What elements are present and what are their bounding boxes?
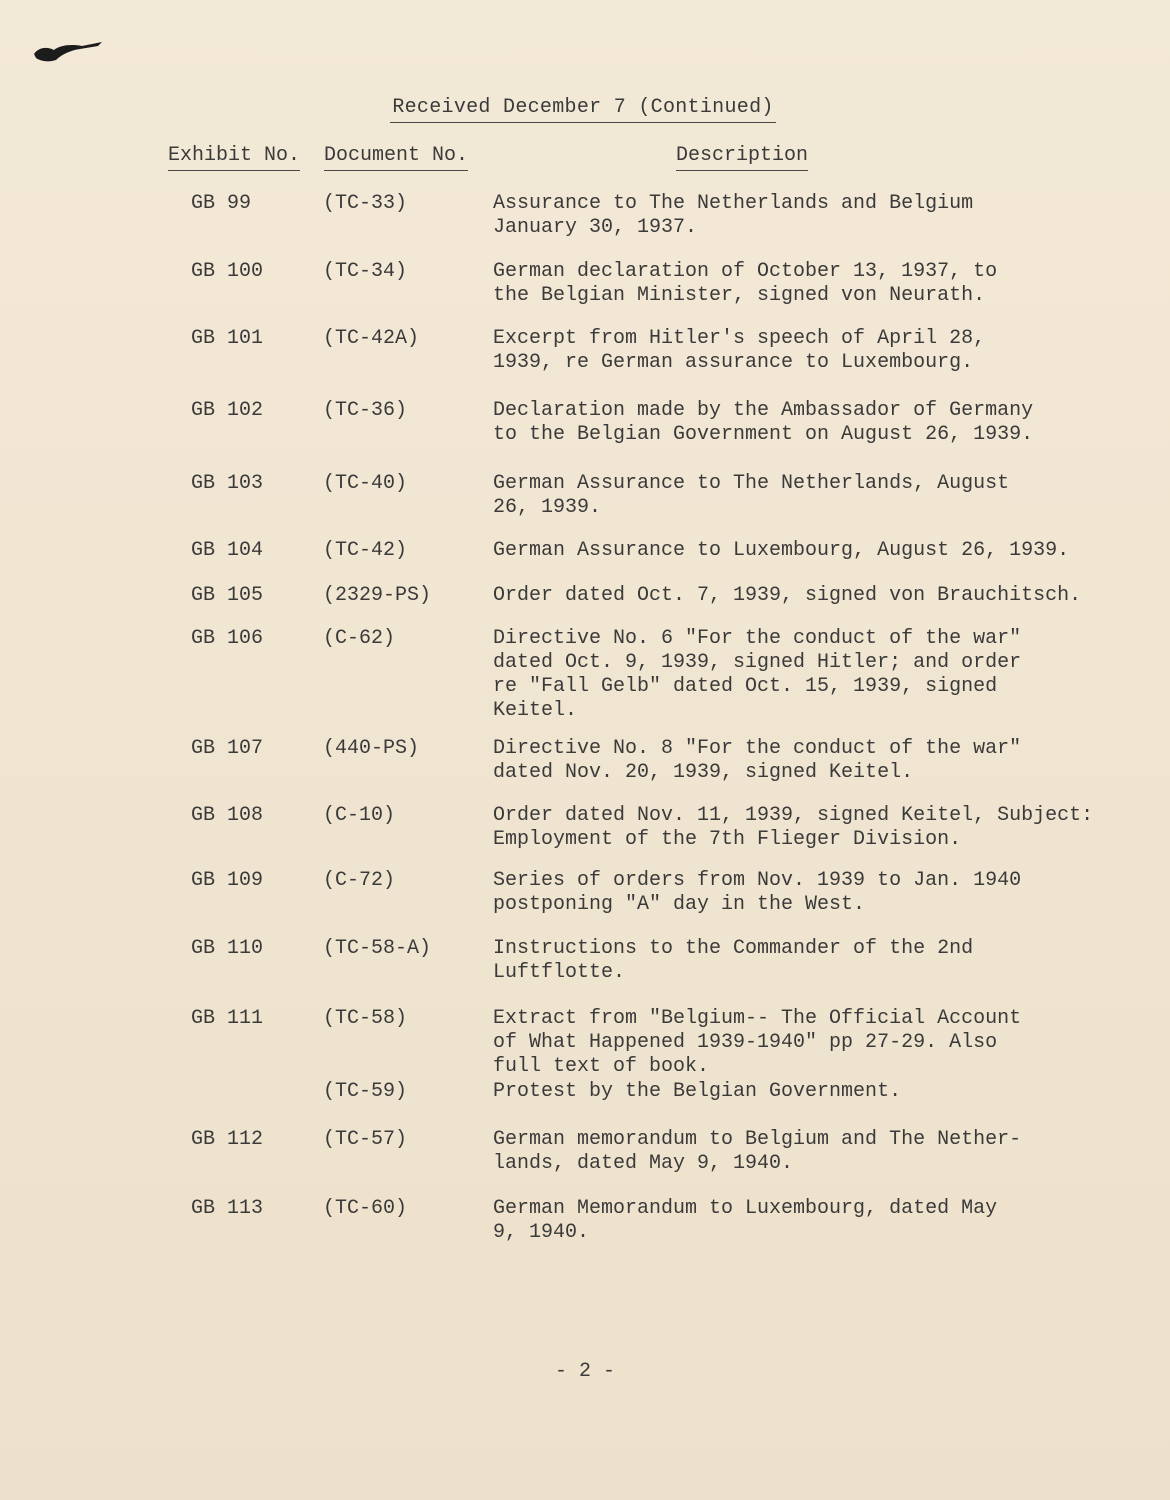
document-number: (TC-42) — [323, 539, 408, 562]
document-number: (TC-34) — [323, 260, 408, 283]
description-text: Excerpt from Hitler's speech of April 28, 1939, re German assurance to Luxembourg. — [493, 327, 986, 374]
document-number: (C-10) — [323, 804, 396, 827]
description-text: Instructions to the Commander of the 2nd Luftflotte. — [493, 937, 974, 984]
column-header-description: Description — [676, 144, 808, 171]
document-number: (TC-58) — [323, 1007, 408, 1030]
column-header-exhibit: Exhibit No. — [168, 144, 300, 171]
description-text: Directive No. 6 "For the conduct of the war" dated Oct. 9, 1939, signed Hitler; and order re "Fall Gelb" dated Oct. 15, 1939, signed Keitel. — [493, 627, 1022, 722]
exhibit-number: GB 104 — [191, 539, 264, 562]
document-number: (C-62) — [323, 627, 396, 650]
document-number: (TC-36) — [323, 399, 408, 422]
description-text: German Assurance to Luxembourg, August 26, 1939. — [493, 539, 1070, 562]
description-text: Order dated Oct. 7, 1939, signed von Brauchitsch. — [493, 584, 1082, 607]
exhibit-number: GB 101 — [191, 327, 264, 350]
description-text: Assurance to The Netherlands and Belgium January 30, 1937. — [493, 192, 974, 239]
exhibit-number: GB 110 — [191, 937, 264, 960]
ink-blot-mark — [32, 36, 104, 64]
description-text: Directive No. 8 "For the conduct of the war" dated Nov. 20, 1939, signed Keitel. — [493, 737, 1022, 784]
exhibit-number: GB 112 — [191, 1128, 264, 1151]
description-text: Declaration made by the Ambassador of Germany to the Belgian Government on August 26, 1939. — [493, 399, 1034, 446]
document-number: (TC-59) — [323, 1080, 408, 1103]
exhibit-number: GB 108 — [191, 804, 264, 827]
document-number: (440-PS) — [323, 737, 420, 760]
document-number: (TC-40) — [323, 472, 408, 495]
description-text: German Memorandum to Luxembourg, dated May 9, 1940. — [493, 1197, 998, 1244]
document-number: (TC-58-A) — [323, 937, 432, 960]
description-text: German Assurance to The Netherlands, August 26, 1939. — [493, 472, 1010, 519]
document-number: (TC-33) — [323, 192, 408, 215]
document-number: (TC-60) — [323, 1197, 408, 1220]
exhibit-number: GB 102 — [191, 399, 264, 422]
description-text: German memorandum to Belgium and The Nether- lands, dated May 9, 1940. — [493, 1128, 1022, 1175]
exhibit-number: GB 105 — [191, 584, 264, 607]
exhibit-number: GB 100 — [191, 260, 264, 283]
exhibit-number: GB 111 — [191, 1007, 264, 1030]
exhibit-number: GB 109 — [191, 869, 264, 892]
page-number: - 2 - — [554, 1360, 615, 1383]
document-number: (TC-42A) — [323, 327, 420, 350]
document-number: (TC-57) — [323, 1128, 408, 1151]
description-text: Protest by the Belgian Government. — [493, 1080, 902, 1103]
exhibit-number: GB 106 — [191, 627, 264, 650]
exhibit-number: GB 113 — [191, 1197, 264, 1220]
exhibit-number: GB 99 — [191, 192, 252, 215]
exhibit-number: GB 103 — [191, 472, 264, 495]
description-text: Series of orders from Nov. 1939 to Jan. 1940 postponing "A" day in the West. — [493, 869, 1022, 916]
page-heading — [0, 96, 1170, 119]
description-text: German declaration of October 13, 1937, to the Belgian Minister, signed von Neurath. — [493, 260, 998, 307]
description-text: Extract from "Belgium-- The Official Account of What Happened 1939-1940" pp 27-29. Also full text of book. — [493, 1007, 1022, 1078]
document-number: (C-72) — [323, 869, 396, 892]
description-text: Order dated Nov. 11, 1939, signed Keitel, Subject: Employment of the 7th Flieger Division. — [493, 804, 1094, 851]
exhibit-number: GB 107 — [191, 737, 264, 760]
document-number: (2329-PS) — [323, 584, 432, 607]
heading-text: Received December 7 (Continued) — [390, 96, 775, 123]
column-header-document: Document No. — [324, 144, 468, 171]
